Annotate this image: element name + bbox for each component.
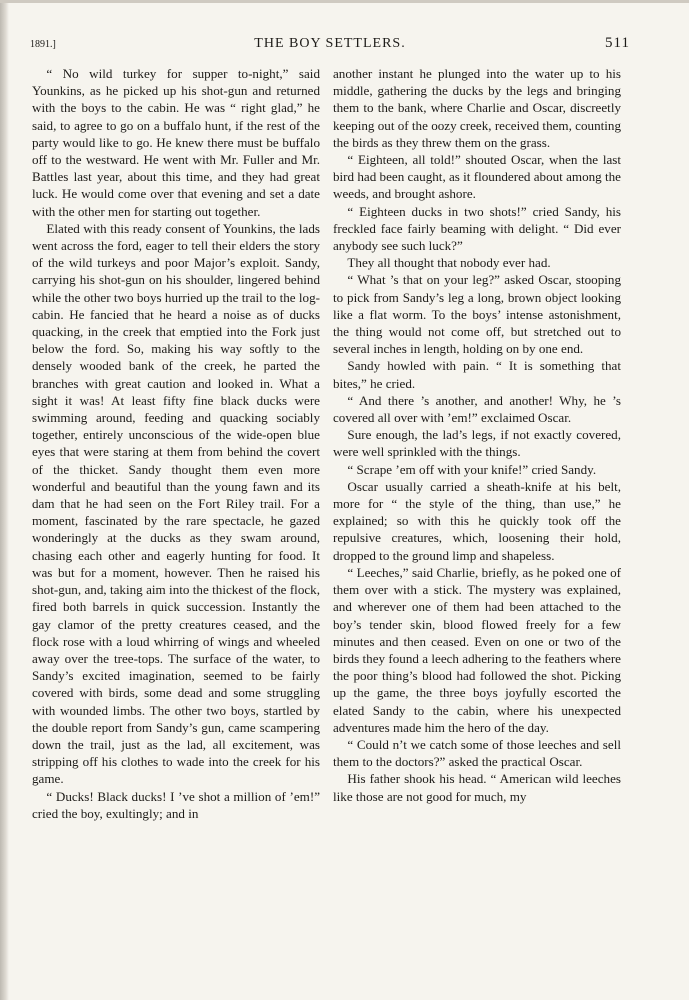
paragraph-continuation: another instant he plunged into the water up to his middle, gathering the ducks by the legs and bringing them to the bank, where Charlie and Oscar, discreetly keeping out of the oozy creek, received them, counting the birds as they threw them on the grass. — [333, 66, 621, 150]
paragraph: Oscar usually carried a sheath-knife at his belt, more for “ the style of the thing, than use,” he explained; so with this he quickly took off the repulsive creatures, which, loosening their hold, dropped to the ground limp and shapeless. — [333, 478, 621, 563]
right-column — [333, 65, 621, 805]
paragraph: “ Scrape ’em off with your knife!” cried Sandy. — [347, 461, 597, 477]
book-spine-shadow — [0, 0, 9, 1000]
page-top-edge — [0, 0, 689, 3]
paragraph: His father shook his head. “ American wild leeches like those are not good for much, my — [333, 771, 621, 804]
paragraph: Sandy howled with pain. “ It is something that bites,” he cried. — [333, 358, 621, 391]
paragraph: “ Eighteen ducks in two shots!” cried Sandy, his freckled face fairly beaming with delight. “ Did ever anybody see such luck?” — [333, 203, 621, 254]
header-year: 1891.] — [30, 39, 56, 50]
paragraph: “ Eighteen, all told!” shouted Oscar, when the last bird had been caught, as it floundered about among the weeds, and brought ashore. — [333, 152, 621, 202]
paragraph: “ And there ’s another, and another! Why, he ’s covered all over with ’em!” exclaimed Oscar. — [333, 392, 621, 426]
page-number: 511 — [605, 35, 630, 51]
paragraph: “ No wild turkey for supper to-night,” said Younkins, as he picked up his shot-gun and returned with the boys to the cabin. He was “ right glad,” he said, to agree to go on a buffalo hunt, if the rest of the party would like to go. He knew there must be buffalo off to the westward. He went with Mr. Fuller and Mr. Battles last year, about this time, and they had great luck. He would come over that evening and set a date with the other men for starting out together. — [32, 66, 320, 219]
paragraph: They all thought that nobody ever had. — [347, 255, 551, 271]
paragraph: “ Leeches,” said Charlie, briefly, as he poked one of them over with a stick. The mystery was explained, and wherever one of them had been attached to the boy’s tender skin, blood flowed freely for a few minutes and then ceased. Even on one or two of the birds they found a leech adhering to the feathers where the poor thing’s blood had followed the shot. Picking up the game, the three boys joyfully escorted the elated Sandy to the cabin, where his unexpected adventures made him the hero of the day. — [333, 564, 621, 735]
left-column — [32, 65, 320, 822]
running-title: THE BOY SETTLERS. — [254, 36, 406, 51]
running-header — [30, 34, 630, 56]
paragraph: “ What ’s that on your leg?” asked Oscar, stooping to pick from Sandy’s leg a long, brown object looking like a flat worm. To the boys’ intense astonishment, the thing would not come off, but stretched out to several inches in length, holding on by one end. — [333, 272, 621, 357]
paragraph: Sure enough, the lad’s legs, if not exactly covered, were well sprinkled with the things. — [333, 427, 621, 460]
paragraph: “ Ducks! Black ducks! I ’ve shot a million of ’em!” cried the boy, exultingly; and in — [32, 788, 320, 821]
paragraph: “ Could n’t we catch some of those leeches and sell them to the doctors?” asked the practical Oscar. — [333, 736, 621, 770]
paragraph: Elated with this ready consent of Younkins, the lads went across the ford, eager to tell their elders the story of the wild turkeys and poor Major’s exploit. Sandy, carrying his shot-gun on his shoulder, lingered behind while the other two boys hurried up the trail to the log-cabin. He fancied that he heard a noise as of ducks quacking, in the creek that emptied into the Fork just below the ford. So, making his way softly to the densely wooded bank of the creek, he parted the branches with great caution and looked in. What a sight it was! At least fifty fine black ducks were swimming around, feeding and quacking sociably together, entirely unconscious of the wide-open blue eyes that were staring at them from behind the covert of the thicket. Sandy thought them even more wonderful and beautiful than the young fawn and its dam that he had seen on the Fort Riley trail. For a moment, fascinated by the rare spectacle, he gazed wonderingly at the ducks as they swam around, chasing each other and eagerly hunting for food. It was but for a moment, however. Then he raised his shot-gun, and, taking aim into the thickest of the flock, fired both barrels in quick succession. Instantly the gay clamor of the pretty creatures ceased, and the flock rose with a loud whirring of wings and wheeled away over the tree-tops. The surface of the water, to Sandy’s excited imagination, seemed to be fairly covered with birds, some dead and some struggling with wounded limbs. The other two boys, startled by the double report from Sandy’s gun, came scampering down the trail, just as the lad, all excitement, was stripping off his clothes to wade into the creek for his game. — [32, 220, 320, 787]
